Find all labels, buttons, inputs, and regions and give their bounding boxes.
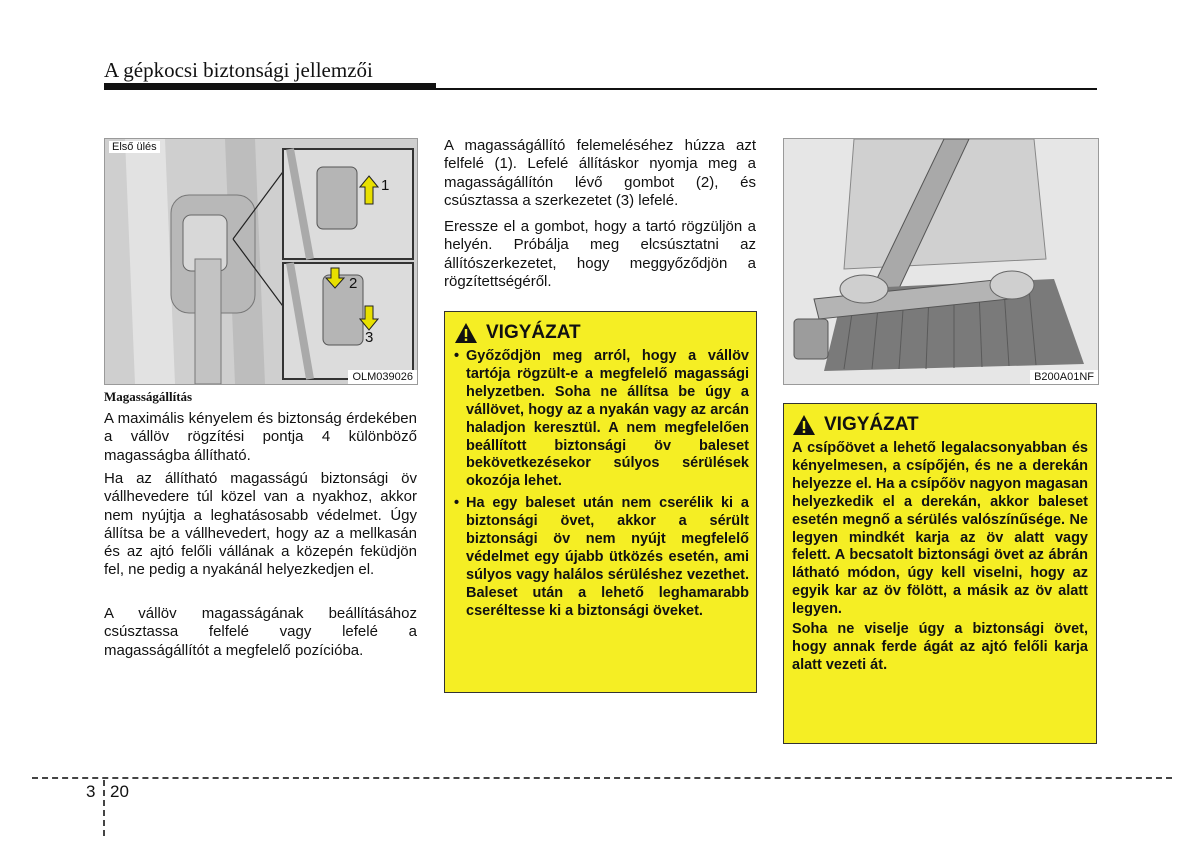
mid-paragraph-2: Eressze el a gombot, hogy a tartó rögzüljön a helyén. Próbálja meg elcsúsztatni az állítószerkezetet, hogy meggyőződjön a rögzítettségéről. (444, 218, 756, 290)
lap-belt-illustration (784, 139, 1098, 384)
mid-paragraph-1: A magasságállító felemeléséhez húzza azt felfelé (1). Lefelé állításkor nyomja meg a magasságállítón lévő gombot (2), és csúsztassa a szerkezetet (3) lefelé. (444, 137, 756, 209)
warning-item: • Ha egy baleset után nem cserélik ki a biztonsági övet, akkor a sérült biztonsági öv nem nyújt megfelelő védelmet egy újabb ütközés esetén, ami súlyos vagy halálos sérüléshez vezethet. Baleset után a lehető leghamarabb cseréltesse ki a biztonsági öveket. (454, 495, 749, 619)
warning-item-text: Győződjön meg arról, hogy a vállöv tartója rögzült-e a megfelelő magassági helyzetben. Soha ne állítsa be úgy a vállövet, hogy az a nyakán vagy az arcán haladjon keresztül. A nem megfelelően beállított biztonsági öv baleset bekövetkezésekor súlyos sérülések okozója lehet. (466, 348, 749, 490)
header-rule-thin (436, 88, 1097, 90)
left-paragraph-1: A maximális kényelem és biztonság érdekében a vállöv rögzítési pontja 4 különböző magasságba állítható. (104, 410, 417, 464)
warning-paragraph-2: Soha ne viselje úgy a biztonsági övet, hogy annak ferde ágát az ajtó felőli karja alatt vezeti át. (792, 621, 1088, 673)
callout-2: 2 (349, 275, 358, 292)
callout-3: 3 (365, 329, 374, 346)
warning-box-lap-belt (783, 403, 1097, 744)
arrow-up-icon (359, 175, 379, 205)
warning-paragraph-1: A csípőövet a lehető legalacsonyabban és kényelmesen, a csípőjén, és ne a derekán helyezze el. Ha a csípőöv nagyon magasan helyezkedik el a derekán, akkor baleset esetén megnő a sérülés valószínűsége. Ne legyen mindkét karja az öv alatt vagy felett. A becsatolt biztonsági övet az ábrán látható módon, úgy kell viselni, hogy az egyik kar az öv fölött, a másik az öv alatt legyen. (792, 440, 1088, 618)
warning-box-adjuster (444, 311, 757, 693)
warning-triangle-icon (454, 322, 478, 344)
warning-header (454, 322, 749, 344)
page-number: 20 (110, 782, 129, 801)
section-caption: Magasságállítás (104, 389, 193, 404)
header-rule-thick (104, 83, 436, 90)
figure-lap-belt (783, 138, 1099, 385)
callout-1: 1 (381, 177, 390, 194)
arrow-down-icon (359, 305, 379, 331)
warning-title: VIGYÁZAT (486, 322, 581, 343)
figure-right-code: B200A01NF (1030, 370, 1098, 384)
chapter-number: 3 (86, 782, 96, 801)
footer-vertical-divider (103, 780, 105, 836)
arrow-down-icon (325, 267, 345, 289)
warning-list (454, 348, 749, 621)
page-header-title: A gépkocsi biztonsági jellemzői (104, 58, 373, 82)
warning-title: VIGYÁZAT (824, 414, 919, 435)
figure-height-adjuster (104, 138, 418, 385)
footer-divider (32, 777, 1172, 779)
figure-left-code: OLM039026 (348, 370, 417, 384)
warning-header (792, 414, 1088, 436)
left-paragraph-2: Ha az állítható magasságú biztonsági öv vállhevedere túl közel van a nyakhoz, akkor nem nyújtja a leghatásosabb védelmet. Úgy állítsa be a vállhevedert, hogy az a mellkasán és az ajtó felőli vállának a közepén feküdjön fel, ne pedig a nyakánál helyezkedjen el. (104, 470, 417, 579)
left-paragraph-3: A vállöv magasságának beállításához csúsztassa felfelé vagy lefelé a magasságállítót a megfelelő pozícióba. (104, 605, 417, 659)
figure-left-label: Első ülés (109, 141, 160, 153)
warning-item-text: Ha egy baleset után nem cserélik ki a biztonsági övet, akkor a sérült biztonsági öv nem nyújt megfelelő védelmet egy újabb ütközés esetén, ami súlyos vagy halálos sérüléshez vezethet. Baleset után a lehető leghamarabb cseréltesse ki a biztonsági öveket. (466, 495, 749, 619)
warning-triangle-icon (792, 414, 816, 436)
warning-item: • Győződjön meg arról, hogy a vállöv tartója rögzült-e a megfelelő magassági helyzetben. Soha ne állítsa be úgy a vállövet, hogy az a nyakán vagy az arcán haladjon keresztül. A nem megfelelően beállított biztonsági öv baleset bekövetkezésekor súlyos sérülések okozója lehet. (454, 348, 749, 490)
